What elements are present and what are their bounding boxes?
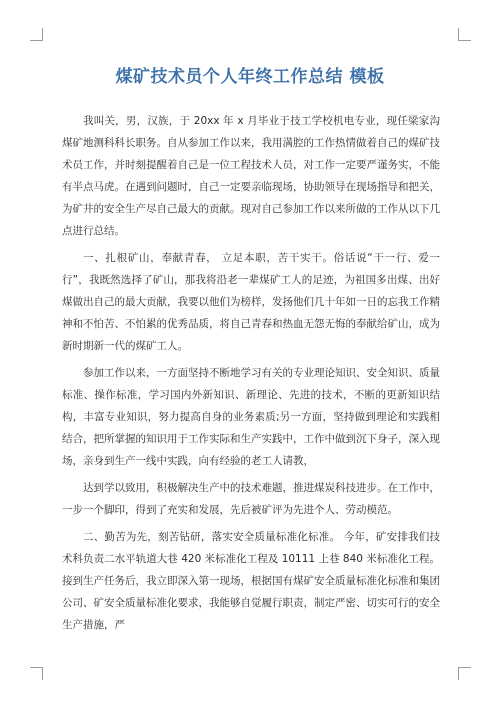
paragraph-study: 参加工作以来，一方面坚持不断地学习有关的专业理论知识、安全知识、质量标准、操作标准，学习国内外新知识、新理论、先进的技术，不断的更新知识结构，丰富专业知识，努力提高自身的业务素质;另一方面，坚持做到理论和实践相结合，把所掌握的知识用于工作实际和生产实践中，工作中做到沉下身子，深入现场，亲身到生产一线中实践，向有经验的老工人请教，: [62, 367, 440, 467]
paragraph-section-one: 一、扎根矿山，奉献青春， 立足本职，苦干实干。俗话说“干一行、爱一行”，我既然选择了矿山，那我将沿老一辈煤矿工人的足迹，为祖国多出煤、出好煤做出自己的最大贡献，我要以他们为榜样，发扬他们几十年如一日的忘我工作精神和不怕苦、不怕累的优秀品质，将自己青春和热血无怨无悔的奉献给矿山，成为新时期新一代的煤矿工人。: [62, 252, 440, 352]
paragraph-section-two: 二、勤苦为先，刻苦钻研，落实安全质量标准化标准。 今年，矿安排我们技术科负责二水平轨道大巷 420 米标准化工程及 10111 上巷 840 米标准化工程。接到生产任务后，我立即深入第一现场，根据国有煤矿安全质量标准化标准和集团公司、矿安全质量标准化要求，我能够自觉履行职责，制定严密、切实可行的安全生产措施，严: [62, 531, 440, 631]
crop-mark-bottom-right: [458, 667, 471, 680]
crop-mark-top-left: [30, 28, 43, 41]
crop-mark-bottom-left: [30, 667, 43, 680]
crop-mark-top-right: [458, 28, 471, 41]
paragraph-practice: 达到学以致用，积极解决生产中的技术难题，推进煤炭科技进步。在工作中，一步一个脚印，得到了充实和发展，先后被矿评为先进个人、劳动模范。: [62, 482, 440, 516]
document-title: 煤矿技术员个人年终工作总结 模板: [115, 67, 385, 87]
document-body: [62, 110, 440, 641]
paragraph-intro: 我叫关，男，汉族，于 20xx 年 x 月毕业于技工学校机电专业，现任梁家沟煤矿地测科科长职务。自从参加工作以来，我用满腔的工作热情做着自己的煤矿技术员工作，并时刻提醒着自己是一位工程技术人员，对工作一定要严谨务实，不能有半点马虎。在遇到问题时，自己一定要亲临现场，协助领导在现场指导和把关，为矿井的安全生产尽自己最大的贡献。现对自己参加工作以来所做的工作从以下几点进行总结。: [62, 115, 440, 237]
